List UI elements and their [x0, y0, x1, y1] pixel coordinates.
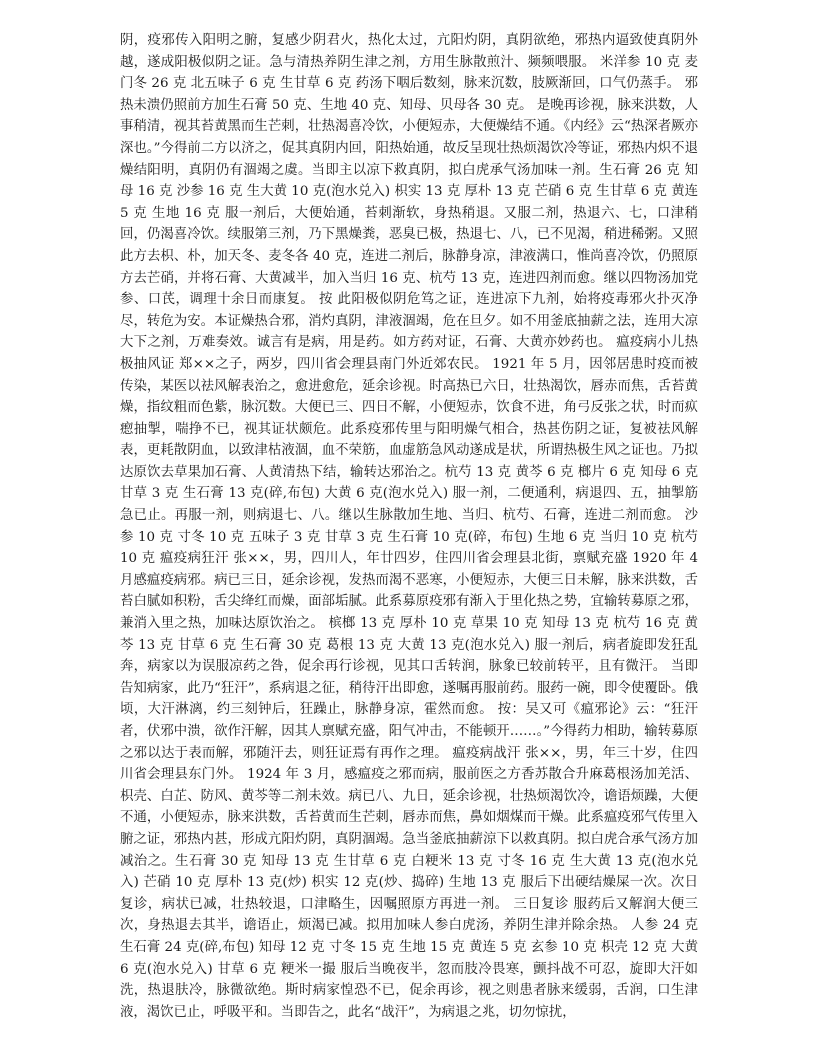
body-text: 阴，疫邪传入阳明之腑，复感少阴君火，热化太过，亢阳灼阴，真阴欲绝，邪热内逼致使真阴外越，遂成阳极似阴之证。急与清热养阴生津之剂，方用生脉散煎汁、频频喂服。 米洋参 10 克 麦门冬 26 克 北五味子 6 克 生甘草 6 克 药汤下咽后数刻，脉来沉数，肢厥渐回，口气仍蒸手。 邪热未溃仍照前方加生石膏 50 克、生地 40 克、知母、贝母各 30 克。 是晚再诊视，脉来洪数，人事稍清，视其苔黄黑而生芒刺，壮热渴喜冷饮，小便短赤，大便燥结不通。《内经》云“热深者厥亦深也。”今得前二方以济之，促其真阴内回，阳热始通，故反呈现壮热烦渴饮冷等证，邪热内炽不退燥结阳明，真阴仍有涸竭之虞。当即主以凉下救真阴，拟白虎承气汤加味一剂。生石膏 26 克 知母 16 克 沙参 16 克 生大黄 10 克(泡水兑入) 枳实 13 克 厚朴 13 克 芒硝 6 克 生甘草 6 克 黄连 5 克 生地 16 克 服一剂后，大便始通，苔刺渐软，身热稍退。又服二剂，热退六、七，口津稍回，仍渴喜冷饮。续服第三剂，乃下黑燥粪，恶臭已极，热退七、八，已不见渴，稍进稀粥。又照此方去枳、朴，加天冬、麦冬各 40 克，连进二剂后，脉静身凉，津液满口，惟尚喜冷饮，仍照原方去芒硝，并将石膏、大黄减半，加入当归 16 克、杭芍 13 克，连进四剂而愈。继以四物汤加党参、口芪，调理十余日而康复。 按 此阳极似阴危笃之证，连进凉下九剂，始将疫毒邪火扑灭净尽，转危为安。本证燥热合邪，消灼真阴，津液涸竭，危在旦夕。如不用釜底抽薪之法，连用大凉大下之剂，万难奏效。诚言有是病，用是药。如方药对证，石膏、大黄亦妙药也。 瘟疫病小儿热极抽风证 郑××之子，两岁，四川省会理县南门外近郊农民。 1921 年 5 月，因邻居患时疫而被传染，某医以祛风解表治之，愈进愈危，延余诊视。时高热已六日，壮热渴饮，唇赤而焦，舌苔黄燥，指纹粗而色紫，脉沉数。大便已三、四日不解，小便短赤，饮食不进，角弓反张之状，时而疭瘛抽掣，喘挣不已，视其证状颇危。此系疫邪传里与阳明燥气相合，热甚伤阴之证，复被祛风解表，更耗散阴血，以致津枯液涸，血不荣筋，血虚筋急风动遂成是状，所谓热极生风之证也。乃拟达原饮去草果加石膏、人黄清热下结，输转达邪治之。杭芍 13 克 黄芩 6 克 榔片 6 克 知母 6 克 甘草 3 克 生石膏 13 克(碎,布包) 大黄 6 克(泡水兑入) 服一剂，二便通利，病退四、五，抽掣筋急已止。再服一剂，则病退七、八。继以生脉散加生地、当归、杭芍、石膏，连进二剂而愈。 沙参 10 克 寸冬 10 克 五味子 3 克 甘草 3 克 生石膏 10 克(碎，布包) 生地 6 克 当归 10 克 杭芍 10 克 瘟疫病狂汗 张××，男，四川人，年廿四岁，住四川省会理县北街，禀赋充盛 1920 年 4 月感瘟疫病邪。病已三日，延余诊视，发热而渴不恶寒，小便短赤，大便三日未解，脉来洪数，舌苔白腻如积粉，舌尖绛红而燥，面部垢腻。此系募原疫邪有渐入于里化热之势，宜输转募原之邪，兼消入里之热，加味达原饮治之。 槟榔 13 克 厚朴 10 克 草果 10 克 知母 13 克 杭芍 16 克 黄芩 13 克 甘草 6 克 生石膏 30 克 葛根 13 克 大黄 13 克(泡水兑入) 服一剂后，病者旋即发狂乱奔，病家以为误服凉药之咎，促余再行诊视，见其口舌转润，脉象已较前转平，且有微汗。 当即告知病家，此乃“狂汗”，系病退之征，稍待汗出即愈，遂嘱再服前药。服药一碗，即令使覆卧。俄顷，大汗淋漓，约三刻钟后，狂躁止，脉静身凉，霍然而愈。 按：吴又可《瘟邪论》云：“狂汗者，伏邪中溃，欲作汗解，因其人禀赋充盛，阳气冲击，不能顿开……。”今得药力相助，输转募原之邪以达于表而解，邪随汗去，则狂证焉有再作之理。 瘟疫病战汗 张××，男，年三十岁，住四川省会理县东门外。 1924 年 3 月，感瘟疫之邪而病，服前医之方香苏散合升麻葛根汤加羌活、枳壳、白芷、防风、黄芩等二剂未效。病已八、九日，延余诊视，壮热烦渴饮冷，谵语烦躁，大便不通，小便短赤，脉来洪数，舌苔黄而生芒刺，唇赤而焦，鼻如烟煤而干燥。此系瘟疫邪气传里入腑之证，邪热内甚，形成亢阳灼阴，真阴涸竭。急当釜底抽薪涼下以救真阴。拟白虎合承气汤方加减治之。生石膏 30 克 知母 13 克 生甘草 6 克 白粳米 13 克 寸冬 16 克 生大黄 13 克(泡水兑入) 芒硝 10 克 厚朴 13 克(炒) 枳实 12 克(炒、捣碎) 生地 13 克 服后下出硬结燥屎一次。次日复诊，病状已减，壮热较退，口津略生，因嘱照原方再进一剂。 三日复诊 服药后又解润大便三次，身热退去其半，谵语止，烦渴已减。拟用加味人参白虎汤，养阴生津并除余热。 人参 24 克 生石膏 24 克(碎,布包) 知母 12 克 寸冬 15 克 生地 15 克 黄连 5 克 玄参 10 克 枳壳 12 克 大黄 6 克(泡水兑入) 甘草 6 克 粳米一撮 服后当晚夜半，忽而肢冷畏寒，颤抖战不可忍，旋即大汗如洗，热退肤冷，脉微欲绝。斯时病家惶恐不已，促余再诊，视之则患者脉来缓弱，舌润，口生津液，渴饮已止，呼吸平和。当即告之，此名“战汗”，为病退之兆，切勿惊扰， [120, 33, 698, 1020]
